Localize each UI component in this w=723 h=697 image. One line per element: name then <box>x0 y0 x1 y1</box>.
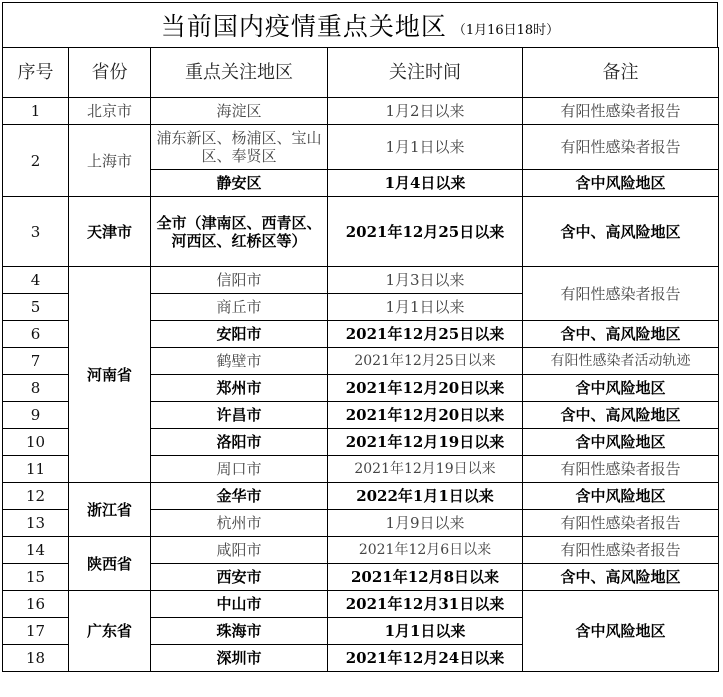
table-row <box>3 537 719 564</box>
index-cell: 14 <box>3 537 69 564</box>
area-cell: 静安区 <box>151 170 328 197</box>
index-cell: 13 <box>3 510 69 537</box>
header-note: 备注 <box>523 48 719 98</box>
note-cell: 含中风险地区 <box>523 375 719 402</box>
index-cell: 5 <box>3 294 69 321</box>
note-cell: 含中风险地区 <box>523 483 719 510</box>
area-cell: 商丘市 <box>151 294 328 321</box>
note-cell: 有阳性感染者报告 <box>523 98 719 125</box>
time-cell: 1月9日以来 <box>328 510 523 537</box>
note-cell: 有阳性感染者活动轨迹 <box>523 348 719 375</box>
table-row <box>3 483 719 510</box>
province-cell: 陕西省 <box>69 537 151 591</box>
note-cell: 含中、高风险地区 <box>523 402 719 429</box>
title-bar <box>2 2 718 48</box>
area-cell: 咸阳市 <box>151 537 328 564</box>
time-cell: 1月1日以来 <box>328 125 523 170</box>
data-table <box>2 47 719 672</box>
header-index: 序号 <box>3 48 69 98</box>
page-title: 当前国内疫情重点关地区 <box>160 12 447 41</box>
province-cell: 上海市 <box>69 125 151 197</box>
time-cell: 1月1日以来 <box>328 618 523 645</box>
time-cell: 2021年12月31日以来 <box>328 591 523 618</box>
table-row <box>3 125 719 170</box>
area-cell: 珠海市 <box>151 618 328 645</box>
note-cell: 有阳性感染者报告 <box>523 125 719 170</box>
table-row <box>3 591 719 618</box>
province-cell: 天津市 <box>69 197 151 267</box>
province-cell: 浙江省 <box>69 483 151 537</box>
area-cell: 鹤壁市 <box>151 348 328 375</box>
note-cell: 有阳性感染者报告 <box>523 456 719 483</box>
index-cell: 3 <box>3 197 69 267</box>
note-cell: 含中风险地区 <box>523 591 719 672</box>
note-cell: 含中、高风险地区 <box>523 564 719 591</box>
time-cell: 2021年12月6日以来 <box>328 537 523 564</box>
time-cell: 1月2日以来 <box>328 98 523 125</box>
area-cell: 信阳市 <box>151 267 328 294</box>
area-cell: 浦东新区、杨浦区、宝山区、奉贤区 <box>151 125 328 170</box>
time-cell: 2021年12月25日以来 <box>328 348 523 375</box>
note-cell: 有阳性感染者报告 <box>523 267 719 321</box>
area-cell: 海淀区 <box>151 98 328 125</box>
time-cell: 2021年12月19日以来 <box>328 429 523 456</box>
area-cell: 金华市 <box>151 483 328 510</box>
time-cell: 2021年12月8日以来 <box>328 564 523 591</box>
index-cell: 18 <box>3 645 69 672</box>
note-cell: 含中风险地区 <box>523 429 719 456</box>
header-province: 省份 <box>69 48 151 98</box>
index-cell: 4 <box>3 267 69 294</box>
area-cell: 全市（津南区、西青区、河西区、红桥区等） <box>151 197 328 267</box>
area-cell: 深圳市 <box>151 645 328 672</box>
area-cell: 许昌市 <box>151 402 328 429</box>
time-cell: 1月3日以来 <box>328 267 523 294</box>
area-cell: 杭州市 <box>151 510 328 537</box>
time-cell: 2021年12月25日以来 <box>328 321 523 348</box>
area-cell: 安阳市 <box>151 321 328 348</box>
area-cell: 洛阳市 <box>151 429 328 456</box>
note-cell: 有阳性感染者报告 <box>523 510 719 537</box>
index-cell: 1 <box>3 98 69 125</box>
header-row <box>3 48 719 98</box>
page-subtitle: （1月16日18时） <box>452 22 560 38</box>
index-cell: 7 <box>3 348 69 375</box>
time-cell: 2021年12月20日以来 <box>328 402 523 429</box>
time-cell: 2021年12月20日以来 <box>328 375 523 402</box>
header-time: 关注时间 <box>328 48 523 98</box>
index-cell: 15 <box>3 564 69 591</box>
table-row <box>3 197 719 267</box>
note-cell: 含中、高风险地区 <box>523 197 719 267</box>
area-cell: 周口市 <box>151 456 328 483</box>
index-cell: 2 <box>3 125 69 197</box>
time-cell: 1月1日以来 <box>328 294 523 321</box>
time-cell: 2021年12月25日以来 <box>328 197 523 267</box>
province-cell: 广东省 <box>69 591 151 672</box>
province-cell: 河南省 <box>69 267 151 483</box>
time-cell: 2021年12月24日以来 <box>328 645 523 672</box>
note-cell: 含中、高风险地区 <box>523 321 719 348</box>
index-cell: 16 <box>3 591 69 618</box>
index-cell: 9 <box>3 402 69 429</box>
index-cell: 11 <box>3 456 69 483</box>
table-row <box>3 98 719 125</box>
header-area: 重点关注地区 <box>151 48 328 98</box>
table-row <box>3 267 719 294</box>
area-cell: 中山市 <box>151 591 328 618</box>
index-cell: 6 <box>3 321 69 348</box>
note-cell: 有阳性感染者报告 <box>523 537 719 564</box>
index-cell: 12 <box>3 483 69 510</box>
index-cell: 8 <box>3 375 69 402</box>
province-cell: 北京市 <box>69 98 151 125</box>
index-cell: 17 <box>3 618 69 645</box>
time-cell: 2022年1月1日以来 <box>328 483 523 510</box>
index-cell: 10 <box>3 429 69 456</box>
note-cell: 含中风险地区 <box>523 170 719 197</box>
area-cell: 郑州市 <box>151 375 328 402</box>
time-cell: 2021年12月19日以来 <box>328 456 523 483</box>
area-cell: 西安市 <box>151 564 328 591</box>
time-cell: 1月4日以来 <box>328 170 523 197</box>
